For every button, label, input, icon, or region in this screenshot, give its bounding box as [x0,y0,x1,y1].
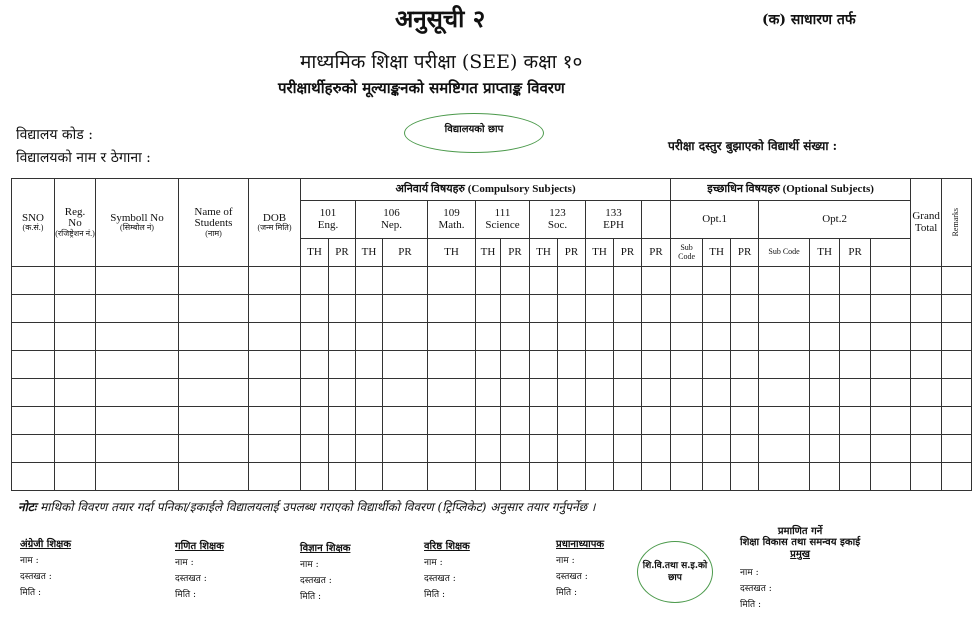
table-row [12,267,972,295]
table-cell[interactable] [55,351,96,379]
table-cell[interactable] [671,295,703,323]
pr-header: PR [840,239,871,267]
table-cell[interactable] [558,323,586,351]
table-cell[interactable] [383,295,428,323]
table-body [12,267,972,491]
optional-subjects-header: इच्छाधिन विषयहरु (Optional Subjects) [671,179,911,201]
table-cell[interactable] [731,267,759,295]
table-cell[interactable] [642,435,671,463]
table-cell[interactable] [731,295,759,323]
table-cell[interactable] [614,379,642,407]
table-cell[interactable] [301,295,329,323]
table-cell[interactable] [383,407,428,435]
note-text [18,498,595,515]
table-cell[interactable] [12,267,55,295]
table-cell[interactable] [731,379,759,407]
table-cell[interactable] [840,295,871,323]
table-cell[interactable] [356,379,383,407]
table-cell[interactable] [476,379,501,407]
table-cell[interactable] [642,407,671,435]
table-cell[interactable] [301,323,329,351]
table-cell[interactable] [840,267,871,295]
th-header: TH [356,239,383,267]
table-cell[interactable] [249,379,301,407]
table-cell[interactable] [586,267,614,295]
table-cell[interactable] [179,435,249,463]
table-row [12,463,972,491]
table-cell[interactable] [810,379,840,407]
table-cell[interactable] [871,407,911,435]
table-cell[interactable] [12,379,55,407]
th-header: TH [530,239,558,267]
table-cell[interactable] [12,463,55,491]
table-cell[interactable] [703,435,731,463]
table-cell[interactable] [356,463,383,491]
table-cell[interactable] [942,295,972,323]
page-title: अनुसूची २ [395,4,486,33]
table-cell[interactable] [558,379,586,407]
student-name-header: Name of Students (नाम) [179,179,249,267]
table-cell[interactable] [96,407,179,435]
pr-header: PR [614,239,642,267]
table-cell[interactable] [329,267,356,295]
table-cell[interactable] [476,267,501,295]
table-cell[interactable] [428,295,476,323]
table-cell[interactable] [476,295,501,323]
opt2-blank-header [871,239,911,267]
table-cell[interactable] [329,295,356,323]
table-cell[interactable] [96,323,179,351]
table-cell[interactable] [614,435,642,463]
table-cell[interactable] [731,351,759,379]
table-cell[interactable] [530,463,558,491]
subject-header-math: 109 Math. [428,201,476,239]
table-cell[interactable] [428,351,476,379]
table-cell[interactable] [642,351,671,379]
category-label: (क) साधारण तर्फ [762,12,856,28]
table-cell[interactable] [558,407,586,435]
th-header: TH [810,239,840,267]
table-cell[interactable] [249,435,301,463]
table-cell[interactable] [810,267,840,295]
table-cell[interactable] [871,267,911,295]
table-cell[interactable] [12,435,55,463]
table-cell[interactable] [871,379,911,407]
compulsory-subjects-header: अनिवार्य विषयहरु (Compulsory Subjects) [301,179,671,201]
table-cell[interactable] [759,379,810,407]
table-cell[interactable] [329,463,356,491]
table-row [12,323,972,351]
table-cell[interactable] [356,351,383,379]
table-cell[interactable] [356,407,383,435]
table-row [12,435,972,463]
th-header: TH [476,239,501,267]
table-cell[interactable] [759,407,810,435]
table-cell[interactable] [301,379,329,407]
table-cell[interactable] [329,323,356,351]
table-cell[interactable] [840,323,871,351]
table-cell[interactable] [476,323,501,351]
table-cell[interactable] [759,351,810,379]
table-cell[interactable] [501,351,530,379]
table-cell[interactable] [810,295,840,323]
school-name-label: विद्यालयको नाम र ठेगाना : [16,150,151,166]
table-cell[interactable] [12,295,55,323]
table-cell[interactable] [12,407,55,435]
table-cell[interactable] [96,295,179,323]
opt1-header: Opt.1 [671,201,759,239]
table-cell[interactable] [911,407,942,435]
table-cell[interactable] [249,407,301,435]
table-cell[interactable] [671,267,703,295]
grand-total-header: Grand Total [911,179,942,267]
subject-header-soc: 123 Soc. [530,201,586,239]
opt2-header: Opt.2 [759,201,911,239]
form-subtitle: परीक्षार्थीहरुको मूल्याङ्कनको समष्टिगत प्राप्ताङ्क विवरण [278,79,565,97]
table-cell[interactable] [530,379,558,407]
table-cell[interactable] [12,351,55,379]
table-cell[interactable] [249,463,301,491]
table-cell[interactable] [840,379,871,407]
table-cell[interactable] [810,351,840,379]
table-cell[interactable] [558,435,586,463]
table-cell[interactable] [55,407,96,435]
subject-header-eph: 133 EPH [586,201,642,239]
table-cell[interactable] [614,323,642,351]
table-cell[interactable] [428,407,476,435]
table-cell[interactable] [428,379,476,407]
table-cell[interactable] [96,463,179,491]
table-cell[interactable] [249,295,301,323]
table-cell[interactable] [614,295,642,323]
signature-certifier: प्रमाणित गर्ने शिक्षा विकास तथा समन्वय इकाई प्रमुख नाम : दस्तखत : मिति : [740,526,861,610]
table-cell[interactable] [179,295,249,323]
table-cell[interactable] [12,323,55,351]
table-cell[interactable] [501,435,530,463]
table-cell[interactable] [671,435,703,463]
table-cell[interactable] [810,323,840,351]
signature-math-teacher: गणित शिक्षक नाम : दस्तखत : मिति : [175,541,224,600]
remarks-header: Remarks [942,179,972,267]
table-cell[interactable] [942,323,972,351]
table-cell[interactable] [383,463,428,491]
table-cell[interactable] [383,267,428,295]
pr-header: PR [329,239,356,267]
table-cell[interactable] [96,267,179,295]
pr-header: PR [501,239,530,267]
table-cell[interactable] [179,323,249,351]
sub-code-header: Sub Code [759,239,810,267]
office-stamp-label: शि.वि.तथा स.इ.को छाप [642,561,708,583]
table-cell[interactable] [911,379,942,407]
table-cell[interactable] [642,267,671,295]
table-cell[interactable] [614,351,642,379]
table-cell[interactable] [383,379,428,407]
pr-header: PR [558,239,586,267]
table-cell[interactable] [179,407,249,435]
table-cell[interactable] [329,351,356,379]
table-cell[interactable] [840,351,871,379]
table-cell[interactable] [383,351,428,379]
table-cell[interactable] [942,435,972,463]
table-cell[interactable] [301,407,329,435]
table-cell[interactable] [586,295,614,323]
table-cell[interactable] [558,295,586,323]
table-cell[interactable] [55,295,96,323]
subject-header-nep: 106 Nep. [356,201,428,239]
table-cell[interactable] [55,463,96,491]
table-cell[interactable] [731,435,759,463]
table-cell[interactable] [703,463,731,491]
table-cell[interactable] [329,379,356,407]
table-cell[interactable] [301,463,329,491]
exam-title: माध्यमिक शिक्षा परीक्षा (SEE) कक्षा १० [300,51,583,73]
table-cell[interactable] [911,435,942,463]
table-cell[interactable] [558,351,586,379]
table-cell[interactable] [356,295,383,323]
table-row [12,351,972,379]
compulsory-extra-header [642,201,671,239]
sub-code-header: Sub Code [671,239,703,267]
table-cell[interactable] [179,463,249,491]
table-cell[interactable] [731,463,759,491]
subject-header-science: 111 Science [476,201,530,239]
table-cell[interactable] [55,323,96,351]
table-cell[interactable] [671,407,703,435]
table-cell[interactable] [586,463,614,491]
table-cell[interactable] [586,379,614,407]
table-cell[interactable] [911,295,942,323]
table-cell[interactable] [249,323,301,351]
table-cell[interactable] [476,407,501,435]
table-cell[interactable] [586,323,614,351]
table-cell[interactable] [96,351,179,379]
table-cell[interactable] [942,351,972,379]
table-cell[interactable] [586,407,614,435]
table-cell[interactable] [642,379,671,407]
table-cell[interactable] [428,267,476,295]
table-cell[interactable] [731,323,759,351]
table-cell[interactable] [703,267,731,295]
table-cell[interactable] [501,323,530,351]
signature-english-teacher: अंग्रेजी शिक्षक नाम : दस्तखत : मिति : [20,539,72,598]
table-cell[interactable] [703,407,731,435]
table-cell[interactable] [911,463,942,491]
table-cell[interactable] [301,351,329,379]
table-cell[interactable] [871,435,911,463]
table-cell[interactable] [703,379,731,407]
table-cell[interactable] [530,295,558,323]
table-cell[interactable] [356,435,383,463]
table-cell[interactable] [840,463,871,491]
table-cell[interactable] [586,351,614,379]
table-cell[interactable] [476,463,501,491]
table-cell[interactable] [530,407,558,435]
table-cell[interactable] [703,295,731,323]
th-header: TH [428,239,476,267]
table-cell[interactable] [614,463,642,491]
table-row [12,295,972,323]
table-cell[interactable] [942,463,972,491]
table-cell[interactable] [840,407,871,435]
table-cell[interactable] [96,379,179,407]
table-cell[interactable] [871,323,911,351]
pr-header: PR [642,239,671,267]
table-cell[interactable] [530,267,558,295]
table-cell[interactable] [586,435,614,463]
table-cell[interactable] [871,351,911,379]
note-label: नोटः [18,500,37,514]
table-cell[interactable] [428,463,476,491]
table-cell[interactable] [671,463,703,491]
table-cell[interactable] [558,267,586,295]
table-row [12,379,972,407]
table-cell[interactable] [642,323,671,351]
note-body: माथिको विवरण तयार गर्दा पनिका/इकाईले विद्यालयलाई उपलब्ध गराएको विद्यार्थीको विवरण (ट्रिप्लिकेट) अनुसार तयार गर्नुपर्नेछ । [36,500,596,514]
table-cell[interactable] [871,463,911,491]
school-stamp-oval [404,113,544,153]
th-header: TH [301,239,329,267]
table-cell[interactable] [329,407,356,435]
signature-senior-teacher: वरिष्ठ शिक्षक नाम : दस्तखत : मिति : [424,541,470,600]
table-cell[interactable] [759,463,810,491]
table-cell[interactable] [179,379,249,407]
table-cell[interactable] [501,267,530,295]
table-cell[interactable] [179,351,249,379]
table-cell[interactable] [476,435,501,463]
subject-header-eng: 101 Eng. [301,201,356,239]
table-cell[interactable] [55,435,96,463]
table-cell[interactable] [731,407,759,435]
table-cell[interactable] [942,267,972,295]
table-cell[interactable] [501,463,530,491]
table-cell[interactable] [329,435,356,463]
th-header: TH [586,239,614,267]
office-stamp-oval [637,541,713,603]
table-cell[interactable] [810,463,840,491]
table-cell[interactable] [501,295,530,323]
table-cell[interactable] [671,351,703,379]
table-cell[interactable] [759,435,810,463]
table-cell[interactable] [840,435,871,463]
table-cell[interactable] [301,267,329,295]
table-cell[interactable] [942,379,972,407]
table-cell[interactable] [911,351,942,379]
table-row [12,407,972,435]
signature-principal: प्रधानाध्यापक नाम : दस्तखत : मिति : [556,539,605,598]
table-cell[interactable] [249,351,301,379]
table-cell[interactable] [759,323,810,351]
signature-science-teacher: विज्ञान शिक्षक नाम : दस्तखत : मिति : [300,543,351,602]
fee-count-label: परीक्षा दस्तुर बुझाएको विद्यार्थी संख्या : [668,139,838,153]
table-cell[interactable] [558,463,586,491]
dob-header: DOB (जन्म मिति) [249,179,301,267]
table-cell[interactable] [871,295,911,323]
table-cell[interactable] [942,407,972,435]
table-cell[interactable] [501,379,530,407]
table-cell[interactable] [501,407,530,435]
table-cell[interactable] [671,379,703,407]
table-cell[interactable] [383,435,428,463]
reg-no-header: Reg. No (रजिष्ट्रेशन नं.) [55,179,96,267]
sno-header: SNO (क.सं.) [12,179,55,267]
table-cell[interactable] [356,267,383,295]
table-cell[interactable] [703,351,731,379]
table-cell[interactable] [530,435,558,463]
table-cell[interactable] [55,379,96,407]
table-cell[interactable] [530,323,558,351]
table-cell[interactable] [476,351,501,379]
pr-header: PR [383,239,428,267]
table-cell[interactable] [356,323,383,351]
table-cell[interactable] [642,295,671,323]
pr-header: PR [731,239,759,267]
table-cell[interactable] [55,267,96,295]
table-cell[interactable] [301,435,329,463]
table-cell[interactable] [530,351,558,379]
table-cell[interactable] [614,267,642,295]
table-cell[interactable] [428,323,476,351]
table-cell[interactable] [759,295,810,323]
marks-table [11,178,972,491]
table-cell[interactable] [911,267,942,295]
table-cell[interactable] [383,323,428,351]
table-cell[interactable] [671,323,703,351]
table-cell[interactable] [96,435,179,463]
table-cell[interactable] [703,323,731,351]
table-cell[interactable] [642,463,671,491]
th-header: TH [703,239,731,267]
table-cell[interactable] [614,407,642,435]
table-cell[interactable] [911,323,942,351]
table-cell[interactable] [759,267,810,295]
table-cell[interactable] [810,435,840,463]
school-code-label: विद्यालय कोड : [16,127,93,143]
table-cell[interactable] [428,435,476,463]
school-stamp-label: विद्यालयको छाप [444,124,504,135]
table-cell[interactable] [810,407,840,435]
table-cell[interactable] [249,267,301,295]
table-cell[interactable] [179,267,249,295]
symbol-no-header: Symboll No (सिम्बोल नं) [96,179,179,267]
